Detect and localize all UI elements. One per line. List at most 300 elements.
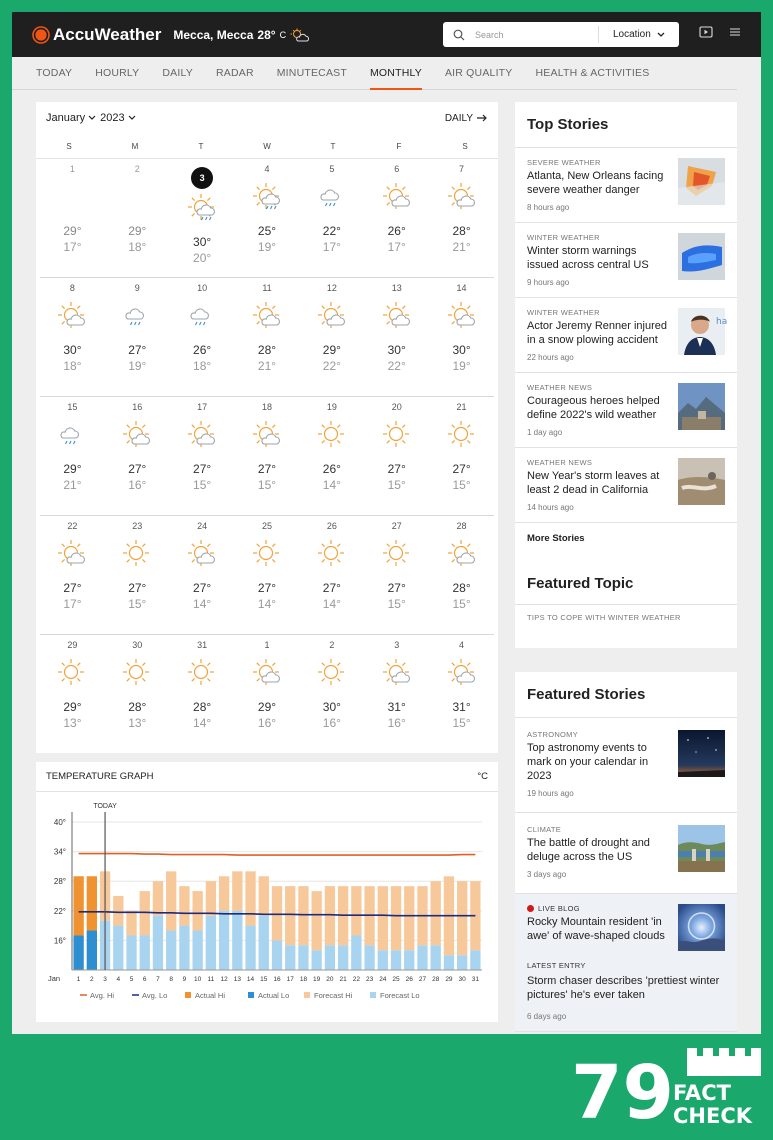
sun-cloud-icon [446,300,478,332]
calendar-day[interactable] [40,516,105,634]
high-temp: 27° [193,581,212,595]
calendar-weeks [36,159,498,754]
low-temp: 15° [387,478,406,492]
current-location[interactable] [173,28,310,42]
calendar-day[interactable] [364,159,429,277]
weather-icon [299,180,364,214]
forecast-hi-bar [232,871,242,910]
top-stories-list [515,148,737,523]
story-category: ASTRONOMY [527,730,579,739]
x-tick-label: 2 [90,976,94,983]
sun-cloud-icon [251,657,283,689]
live-blog-story[interactable] [515,894,737,1032]
weekday-label: W [263,141,271,151]
tab-health-activities[interactable]: HEALTH & ACTIVITIES [535,66,650,79]
weekday-label: T [198,141,204,151]
calendar-day[interactable] [105,278,170,396]
sun-cloud-icon [186,538,218,570]
forecast-lo-bar [192,931,202,970]
x-tick-label: 27 [418,976,427,983]
x-tick-label: 26 [405,976,413,983]
forecast-hi-bar [325,886,335,945]
high-temp: 30° [63,343,82,357]
temperature-chart [36,792,498,1020]
day-number: 7 [459,164,465,174]
forecast-hi-bar [457,881,467,955]
calendar-day[interactable] [364,635,429,754]
forecast-hi-bar [312,891,322,950]
calendar-day[interactable] [235,516,300,634]
weather-icon [235,656,300,690]
tab-monthly[interactable]: MONTHLY [370,57,422,90]
tab-daily[interactable]: DAILY [162,66,193,79]
menu-icon[interactable] [729,26,741,38]
brand-logo[interactable] [34,25,161,45]
story-item[interactable] [515,223,737,298]
day-number: 18 [261,402,272,412]
story-time: 3 days ago [527,870,567,879]
featured-topic-item[interactable]: TIPS TO COPE WITH WINTER WEATHER [527,613,681,622]
low-temp: 16° [257,716,277,730]
weather-icon [429,537,494,571]
brand-name: AccuWeather [53,24,162,44]
story-title: Courageous heroes helped define 2022's wild weather [527,395,660,421]
forecast-lo-bar [444,955,454,970]
today-date: 3 [191,167,213,189]
calendar-day[interactable] [40,635,105,754]
forecast-lo-bar [259,916,269,970]
calendar-day[interactable] [170,159,235,277]
forecast-lo-bar [298,945,308,970]
weather-icon [40,418,105,452]
calendar-day[interactable] [429,278,494,396]
forecast-lo-bar [272,940,282,970]
sun-icon [381,419,413,451]
low-temp: 15° [257,478,277,492]
weather-icon [235,299,300,333]
low-temp: 19° [452,359,471,373]
actual-hi-bar [73,876,83,935]
low-temp: 15° [193,478,212,492]
weather-icon [40,656,105,690]
search-divider [598,26,599,43]
forecast-hi-bar [179,886,189,925]
story-category: CLIMATE [527,825,562,834]
calendar-week [40,635,494,754]
watermark-check: CHECK [673,1104,753,1128]
day-number: 2 [329,640,335,650]
forecast-hi-bar [245,871,255,925]
forecast-hi-bar [378,886,388,950]
calendar-day[interactable] [105,635,170,754]
story-time: 1 day ago [527,428,563,437]
forecast-hi-bar [259,876,269,915]
sun-cloud-icon [121,419,153,451]
calendar-day[interactable] [364,516,429,634]
story-item[interactable] [515,813,737,894]
chevron-down-icon [128,115,136,121]
forecast-lo-bar [126,935,136,970]
calendar-day[interactable] [429,635,494,754]
high-temp: 29° [63,224,82,238]
weather-icon [235,180,300,214]
forecast-lo-bar [431,945,441,970]
high-temp: 30° [322,700,341,714]
legend-label: Forecast Lo [380,991,420,1000]
temperature-graph-title: TEMPERATURE GRAPH [46,771,154,782]
story-item[interactable] [515,448,737,523]
calendar-day[interactable] [364,278,429,396]
low-temp: 21° [452,240,471,254]
day-number: 11 [262,283,272,293]
x-tick-label: 7 [156,976,160,983]
header-actions [699,26,741,39]
browser-page [12,12,761,1034]
high-temp: 28° [128,700,147,714]
weather-icon [364,656,429,690]
story-thumbnail [678,730,725,777]
top-stories-title: Top Stories [515,102,737,148]
calendar-day[interactable] [40,159,105,277]
x-tick-label: 25 [392,976,400,983]
forecast-lo-bar [179,926,189,970]
story-thumbnail [678,383,725,430]
calendar-day[interactable] [170,397,235,515]
calendar-day[interactable] [105,516,170,634]
sun-cloud-icon [186,419,218,451]
day-number: 1 [69,164,75,174]
story-item[interactable] [515,718,737,813]
featured-stories-list [515,718,737,894]
story-item[interactable] [515,148,737,223]
forecast-lo-bar [140,935,150,970]
sun-icon [316,538,348,570]
high-temp: 30° [193,235,212,249]
calendar-day[interactable] [299,635,364,754]
weather-icon [105,537,170,571]
high-temp: 29° [128,224,147,238]
cloud-rain-icon [121,300,153,332]
calendar-day[interactable] [364,397,429,515]
low-temp: 17° [63,240,82,254]
forecast-hi-bar [431,881,441,945]
x-tick-label: 16 [273,976,281,983]
sun-cloud-rain-icon [186,192,218,224]
calendar-day[interactable] [299,516,364,634]
weather-icon [429,656,494,690]
forecast-lo-bar [113,926,123,970]
sun-icon [56,657,88,689]
high-temp: 27° [257,462,277,476]
sun-cloud-icon [381,657,413,689]
day-number: 22 [67,521,78,531]
x-tick-label: 13 [233,976,241,983]
day-number: 31 [197,640,208,650]
y-tick-label: 28° [53,877,66,887]
legend-label: Avg. Lo [142,991,168,1000]
legend-swatch [185,992,191,998]
weekday-label: S [66,141,72,151]
low-temp: 19° [128,359,147,373]
chevron-down-icon [657,32,665,38]
day-number: 15 [67,402,78,412]
forecast-lo-bar [166,931,176,970]
current-temp: 28° [257,27,276,42]
more-stories-link[interactable]: More Stories [527,533,585,544]
forecast-lo-bar [364,945,374,970]
weekday-header [36,134,498,159]
low-temp: 14° [322,478,341,492]
x-tick-label: 5 [129,976,134,983]
y-tick-label: 16° [53,936,66,946]
actual-lo-bar [73,935,83,970]
today-label: TODAY [93,803,117,810]
x-tick-label: 18 [299,976,308,983]
story-title: Atlanta, New Orleans facing severe weather danger [527,170,664,196]
day-number: 30 [132,640,143,650]
weather-icon [429,418,494,452]
weather-icon [40,299,105,333]
high-temp: 27° [322,581,341,595]
arrow-right-icon [477,114,488,122]
weather-icon [105,418,170,452]
sun-icon [316,657,348,689]
x-tick-label: 10 [194,976,202,983]
latest-entry-label: LATEST ENTRY [527,961,586,970]
weekday-label: T [330,141,336,151]
day-number: 20 [391,402,402,412]
low-temp: 14° [193,716,212,730]
weekday-label: M [131,141,139,151]
story-title: New Year's storm leaves at least 2 dead in California [527,470,660,496]
halo-cloud-thumbnail [678,904,725,951]
weather-icon [299,656,364,690]
location-name: Mecca, Mecca [173,27,254,42]
weather-icon [299,537,364,571]
high-temp: 28° [193,700,212,714]
low-temp: 16° [128,478,147,492]
calendar-day[interactable] [429,516,494,634]
x-tick-label: 24 [379,976,387,983]
weather-icon [40,537,105,571]
calendar-day[interactable] [235,159,300,277]
day-number: 13 [391,283,402,293]
sun-icon [381,538,413,570]
high-temp: 31° [452,700,471,714]
forecast-hi-bar [219,876,229,911]
month-axis-label: Jan [48,974,61,983]
day-number: 23 [132,521,143,531]
forecast-hi-bar [140,891,150,935]
high-temp: 27° [257,581,277,595]
sun-cloud-icon [446,181,478,213]
forecast-lo-bar [351,935,361,970]
monthly-calendar [36,102,498,753]
calendar-day[interactable] [429,397,494,515]
sun-cloud-icon [251,300,283,332]
forecast-hi-bar [113,896,123,926]
low-temp: 16° [322,716,341,730]
high-temp: 30° [387,343,406,357]
low-temp: 21° [257,359,277,373]
calendar-week [40,397,494,516]
day-number: 14 [456,283,467,293]
video-icon[interactable] [699,26,713,39]
high-temp: 29° [257,700,277,714]
low-temp: 22° [322,359,341,373]
temperature-unit-toggle[interactable]: °C [477,771,488,782]
legend-swatch [304,992,310,998]
calendar-day[interactable] [235,397,300,515]
high-temp: 27° [128,581,147,595]
forecast-lo-bar [417,945,427,970]
story-thumbnail [678,158,725,205]
forecast-hi-bar [272,886,282,940]
calendar-day[interactable] [235,278,300,396]
forecast-lo-bar [245,926,255,970]
daily-link-label: DAILY [444,112,473,124]
cloud-rain-icon [316,181,348,213]
low-temp: 20° [193,251,212,265]
x-tick-label: 8 [169,976,174,983]
forecast-lo-bar [219,911,229,970]
forecast-lo-bar [206,916,216,970]
watermark-digits: 79 [571,1050,674,1136]
forecast-hi-bar [298,886,308,945]
day-number: 5 [329,164,335,174]
calendar-header [36,102,498,134]
weather-icon [105,299,170,333]
high-temp: 28° [452,224,471,238]
high-temp: 27° [128,343,147,357]
weather-icon [170,656,235,690]
calendar-day[interactable] [170,278,235,396]
forecast-lo-bar [285,945,295,970]
partly-cloudy-icon [290,28,310,42]
x-tick-label: 21 [339,976,347,983]
story-time: 22 hours ago [527,353,574,362]
forecast-lo-bar [153,916,163,970]
forecast-lo-bar [312,950,322,970]
low-temp: 14° [193,597,212,611]
calendar-day[interactable] [299,397,364,515]
location-dropdown[interactable] [613,29,665,40]
low-temp: 15° [452,597,471,611]
header-bar [12,12,761,57]
weather-icon [235,537,300,571]
live-blog-label: LIVE BLOG [538,904,580,913]
story-time: 9 hours ago [527,278,570,287]
tab-radar[interactable]: RADAR [215,66,254,79]
location-dropdown-label: Location [613,29,651,40]
svg-text:ha: ha [716,317,728,327]
story-item[interactable] [515,298,737,373]
search-bar[interactable] [443,22,679,47]
calendar-day[interactable] [40,278,105,396]
x-tick-label: 19 [313,976,321,983]
calendar-day[interactable] [299,159,364,277]
cloud-rain-icon [186,300,218,332]
forecast-lo-bar [378,950,388,970]
weather-icon [364,537,429,571]
story-thumbnail [678,308,728,355]
calendar-day[interactable] [170,516,235,634]
story-time: 8 hours ago [527,203,570,212]
search-icon [453,29,465,41]
cloud-rain-icon [56,419,88,451]
calendar-day[interactable] [105,397,170,515]
high-temp: 30° [452,343,471,357]
day-number: 26 [326,521,337,531]
factcheck-watermark [569,1046,763,1136]
search-input[interactable]: Search [475,29,504,40]
high-temp: 27° [128,462,147,476]
calendar-week [40,278,494,397]
legend-label: Avg. Hi [90,991,115,1000]
tab-today[interactable]: TODAY [36,66,73,79]
story-title: Actor Jeremy Renner injured in a snow plowing accident [527,320,668,346]
weather-icon [364,418,429,452]
calendar-day[interactable] [40,397,105,515]
daily-link[interactable] [445,113,488,124]
low-temp: 13° [128,716,147,730]
tab-hourly[interactable]: HOURLY [95,66,140,79]
sun-cloud-icon [56,300,88,332]
sun-cloud-icon [381,300,413,332]
day-number: 12 [326,283,337,293]
legend-swatch [370,992,376,998]
tab-air-quality[interactable]: AIR QUALITY [444,66,513,79]
high-temp: 27° [193,462,212,476]
weekday-label: F [396,141,402,151]
low-temp: 19° [257,240,277,254]
x-tick-label: 17 [286,976,294,983]
calendar-day[interactable] [235,635,300,754]
day-number: 24 [197,521,208,531]
tab-minutecast[interactable]: MINUTECAST [276,66,347,79]
calendar-day[interactable] [105,159,170,277]
story-category: WINTER WEATHER [527,308,600,317]
low-temp: 15° [452,478,471,492]
forecast-hi-bar [351,886,361,935]
weather-icon [299,418,364,452]
year-selector[interactable] [100,112,135,124]
year-label: 2023 [100,112,125,124]
x-tick-label: 23 [365,976,374,983]
low-temp: 14° [257,597,277,611]
story-item[interactable] [515,373,737,448]
x-tick-label: 22 [352,976,360,983]
sun-cloud-icon [56,538,88,570]
high-temp: 28° [452,581,471,595]
calendar-day[interactable] [299,278,364,396]
day-number: 27 [391,521,402,531]
sun-icon [316,419,348,451]
low-temp: 18° [63,359,82,373]
temperature-graph [36,762,498,1022]
month-selector[interactable] [46,112,96,124]
calendar-day[interactable] [170,635,235,754]
low-temp: 15° [452,716,471,730]
high-temp: 22° [322,224,341,238]
high-temp: 29° [63,462,82,476]
day-number: 4 [264,164,270,174]
weather-icon [429,299,494,333]
latest-entry-title: Storm chaser describes 'prettiest winter pictures' he's ever taken [527,975,720,1001]
calendar-week [40,516,494,635]
calendar-day[interactable] [429,159,494,277]
weather-icon [170,191,235,225]
